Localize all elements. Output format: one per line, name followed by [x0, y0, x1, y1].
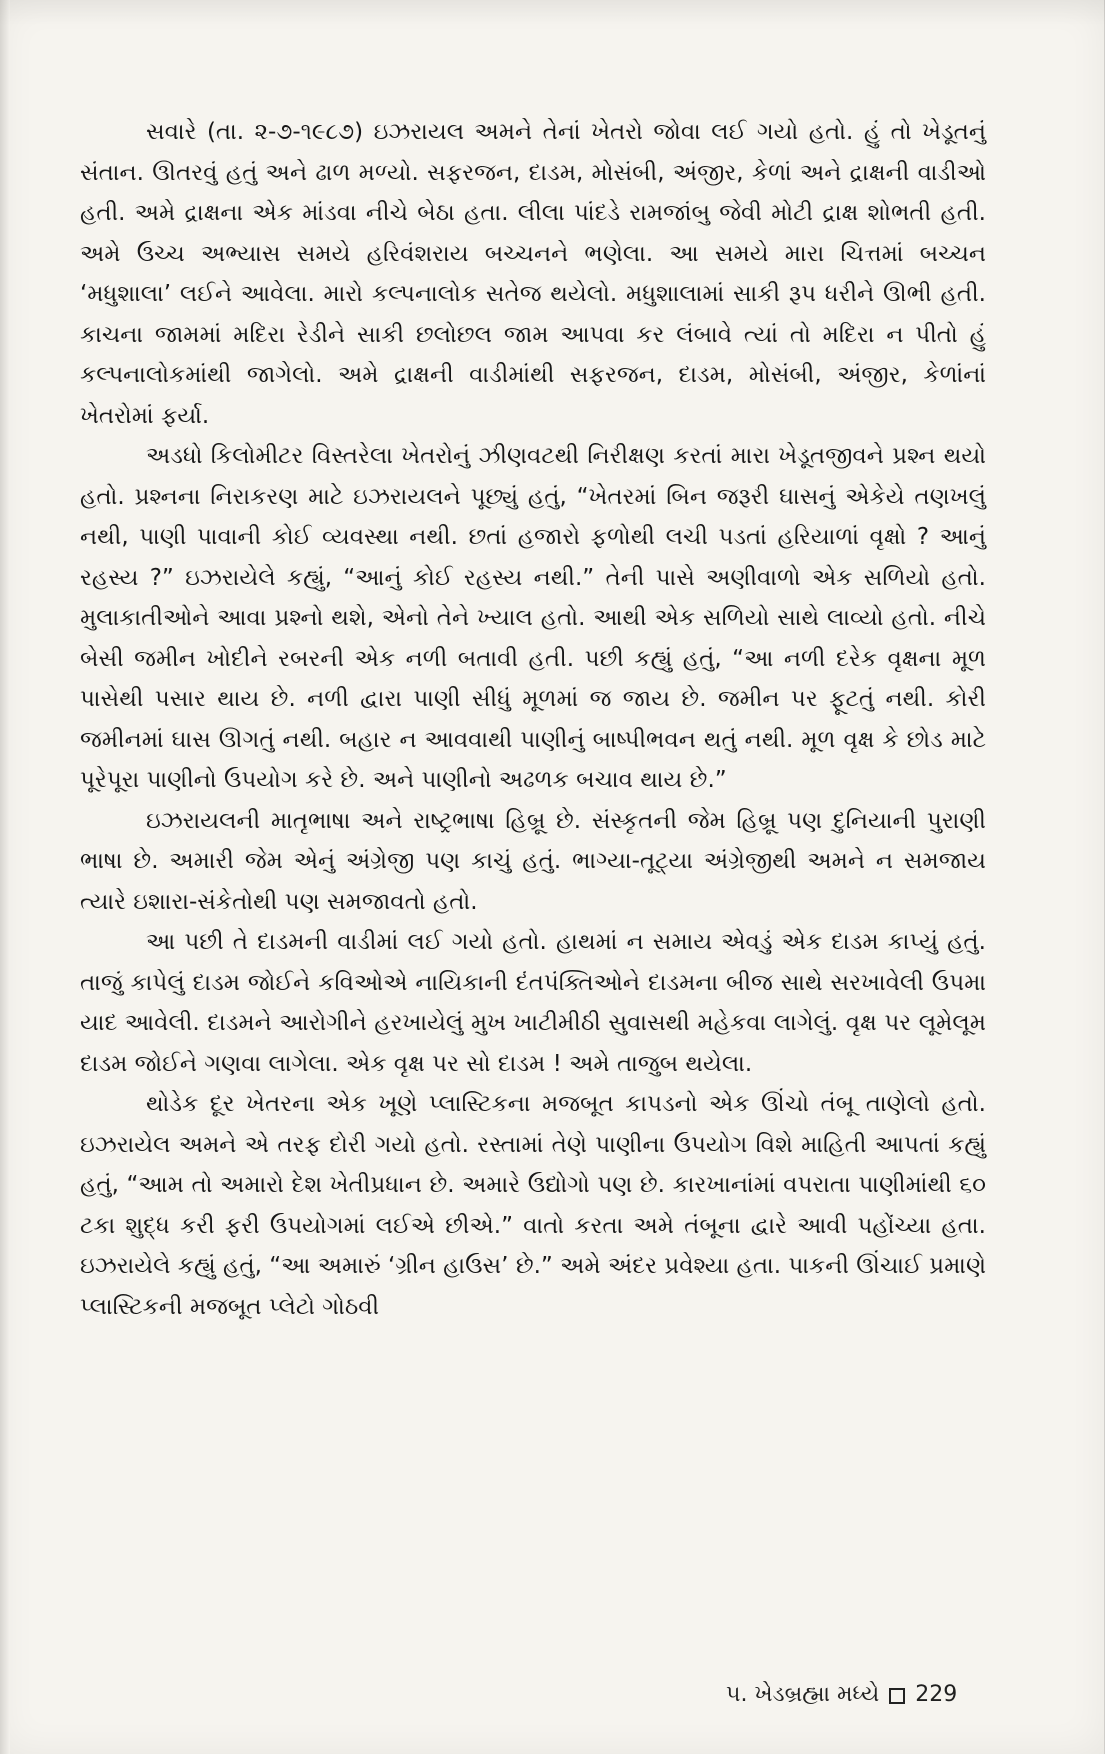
chapter-label: ૫. ખેડબ્રહ્મા મધ્યે: [726, 1682, 880, 1707]
page-footer: [726, 1678, 957, 1712]
paragraph-2: અડધો કિલોમીટર વિસ્તરેલા ખેતરોનું ઝીણવટથી નિરીક્ષણ કરતાં મારા ખેડૂતજીવને પ્રશ્ન થયો હતો. પ્રશ્નના નિરાકરણ માટે ઇઝરાયલને પૂછ્યું હતું, “ખેતરમાં બિન જરૂરી ઘાસનું એકેયે તણખલું નથી, પાણી પાવાની કોઈ વ્યવસ્થા નથી. છતાં હજારો ફળોથી લચી પડતાં હરિયાળાં વૃક્ષો ? આનું રહસ્ય ?” ઇઝરાયેલે કહ્યું, “આનું કોઈ રહસ્ય નથી.” તેની પાસે અણીવાળો એક સળિયો હતો. મુલાકાતીઓને આવા પ્રશ્નો થશે, એનો તેને ખ્યાલ હતો. આથી એક સળિયો સાથે લાવ્યો હતો. નીચે બેસી જમીન ખોદીને રબરની એક નળી બતાવી હતી. પછી કહ્યું હતું, “આ નળી દરેક વૃક્ષના મૂળ પાસેથી પસાર થાય છે. નળી દ્વારા પાણી સીધું મૂળમાં જ જાય છે. જમીન પર ફૂટતું નથી. કોરી જમીનમાં ઘાસ ઊગતું નથી. બહાર ન આવવાથી પાણીનું બાષ્પીભવન થતું નથી. મૂળ વૃક્ષ કે છોડ માટે પૂરેપૂરા પાણીનો ઉપયોગ કરે છે. અને પાણીનો અઢળક બચાવ થાય છે.”: [80, 443, 986, 793]
paragraph-4: આ પછી તે દાડમની વાડીમાં લઈ ગયો હતો. હાથમાં ન સમાય એવડું એક દાડમ કાપ્યું હતું. તાજું કાપેલું દાડમ જોઈને કવિઓએ નાયિકાની દંતપંક્તિઓને દાડમના બીજ સાથે સરખાવેલી ઉપમા યાદ આવેલી. દાડમને આરોગીને હરખાયેલું મુખ ખાટીમીઠી સુવાસથી મહેકવા લાગેલું. વૃક્ષ પર લૂમેલૂમ દાડમ જોઈને ગણવા લાગેલા. એક વૃક્ષ પર સો દાડમ ! અમે તાજુબ થયેલા.: [80, 929, 986, 1077]
main-text-block: [80, 112, 986, 1327]
square-icon: [889, 1688, 905, 1704]
top-shadow: [0, 0, 1105, 26]
page-left-shadow: [0, 0, 10, 1754]
page-number: 229: [915, 1682, 958, 1707]
paragraph-1: સવારે (તા. ૨-૭-૧૯૮૭) ઇઝરાયલ અમને તેનાં ખેતરો જોવા લઈ ગયો હતો. હું તો ખેડૂતનું સંતાન. ઊતરવું હતું અને ઢાળ મળ્યો. સફરજન, દાડમ, મોસંબી, અંજીર, કેળાં અને દ્રાક્ષની વાડીઓ હતી. અમે દ્રાક્ષના એક માંડવા નીચે બેઠા હતા. લીલા પાંદડે રામજાંબુ જેવી મોટી દ્રાક્ષ શોભતી હતી. અમે ઉચ્ચ અભ્યાસ સમયે હરિવંશરાય બચ્ચનને ભણેલા. આ સમયે મારા ચિત્તમાં બચ્ચન ‘મધુશાલા’ લઈને આવેલા. મારો કલ્પનાલોક સતેજ થયેલો. મધુશાલામાં સાકી રૂપ ધરીને ઊભી હતી. કાચના જામમાં મદિરા રેડીને સાકી છલોછલ જામ આપવા કર લંબાવે ત્યાં તો મદિરા ન પીતો હું કલ્પનાલોકમાંથી જાગેલો. અમે દ્રાક્ષની વાડીમાંથી સફરજન, દાડમ, મોસંબી, અંજીર, કેળાંનાં ખેતરોમાં ફર્યા.: [80, 119, 986, 429]
paragraph-5: થોડેક દૂર ખેતરના એક ખૂણે પ્લાસ્ટિકના મજબૂત કાપડનો એક ઊંચો તંબૂ તાણેલો હતો. ઇઝરાયેલ અમને એ તરફ દોરી ગયો હતો. રસ્તામાં તેણે પાણીના ઉપયોગ વિશે માહિતી આપતાં કહ્યું હતું, “આમ તો અમારો દેશ ખેતીપ્રધાન છે. અમારે ઉદ્યોગો પણ છે. કારખાનાંમાં વપરાતા પાણીમાંથી ૬૦ ટકા શુદ્ધ કરી ફરી ઉપયોગમાં લઈએ છીએ.” વાતો કરતા અમે તંબૂના દ્વારે આવી પહોંચ્યા હતા. ઇઝરાયેલે કહ્યું હતું, “આ અમારું ‘ગ્રીન હાઉસ’ છે.” અમે અંદર પ્રવેશ્યા હતા. પાકની ઊંચાઈ પ્રમાણે પ્લાસ્ટિકની મજબૂત પ્લેટો ગોઠવી: [80, 1091, 986, 1320]
paragraph-3: ઇઝરાયલની માતૃભાષા અને રાષ્ટ્રભાષા હિબ્રૂ છે. સંસ્કૃતની જેમ હિબ્રૂ પણ દુનિયાની પુરાણી ભાષા છે. અમારી જેમ એનું અંગ્રેજી પણ કાચું હતું. ભાગ્યા-તૂટ્યા અંગ્રેજીથી અમને ન સમજાય ત્યારે ઇશારા-સંકેતોથી પણ સમજાવતો હતો.: [80, 807, 986, 915]
